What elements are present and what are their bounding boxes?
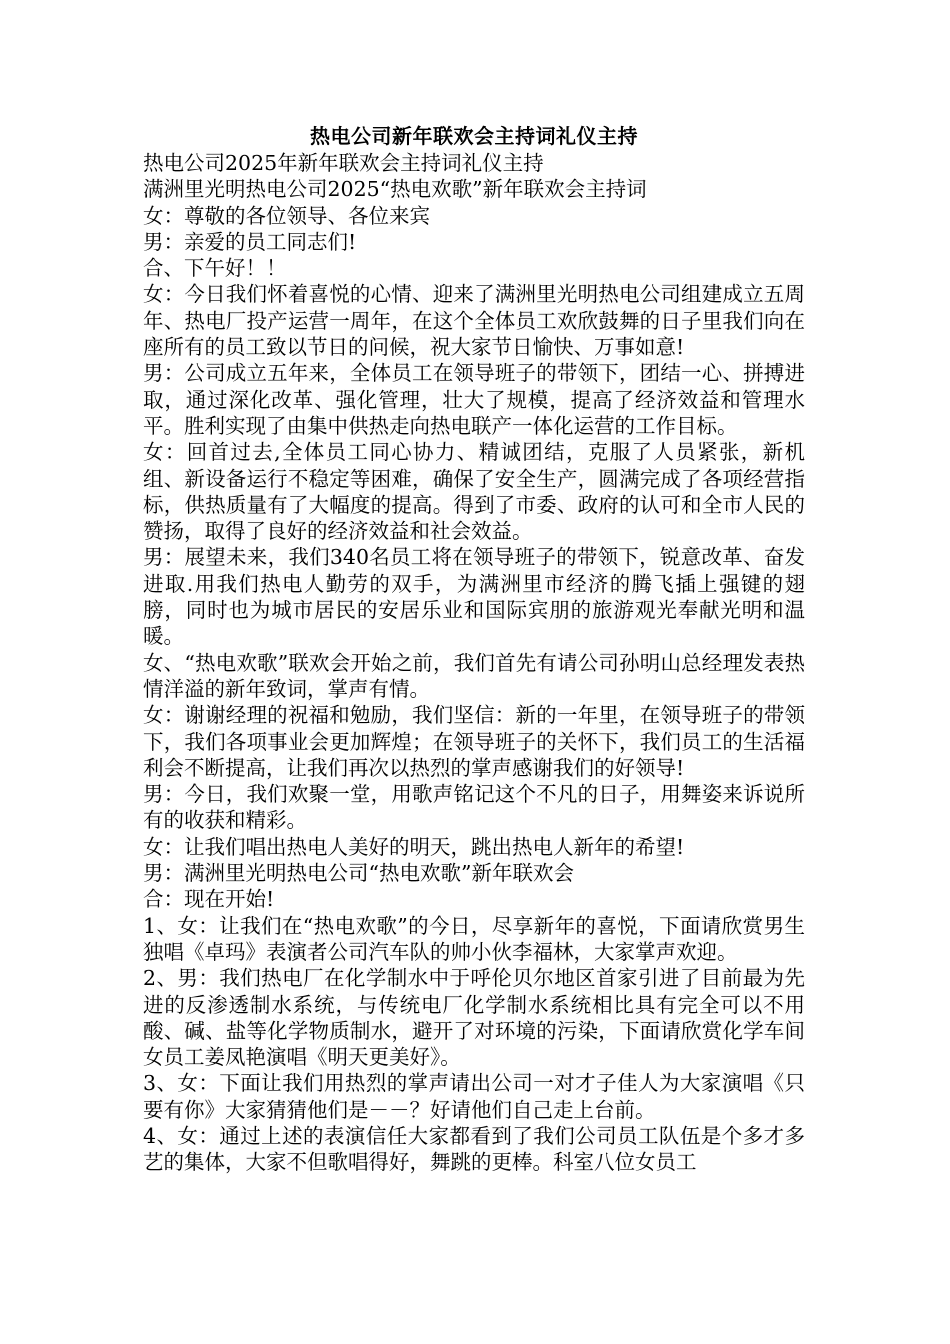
paragraph: 合：现在开始! bbox=[143, 887, 275, 912]
paragraph: 女：今日我们怀着喜悦的心情、迎来了满洲里光明热电公司组建成立五周年、热电厂投产运营一周年，在这个全体员工欢欣鼓舞的日子里我们向在座所有的员工致以节日的问候，祝大家节日愉快、万事如意! bbox=[143, 282, 805, 360]
paragraph: 合、下午好！！ bbox=[143, 256, 287, 281]
paragraph: 1、女：让我们在“热电欢歌”的今日，尽享新年的喜悦，下面请欣赏男生独唱《卓玛》表演者公司汽车队的帅小伙李福林，大家掌声欢迎。 bbox=[143, 913, 805, 964]
paragraph: 热电公司2025年新年联欢会主持词礼仪主持 bbox=[143, 151, 544, 175]
paragraph: 男：亲爱的员工同志们! bbox=[143, 229, 357, 254]
paragraph: 2、男：我们热电厂在化学制水中于呼伦贝尔地区首家引进了目前最为先进的反渗透制水系统，与传统电厂化学制水系统相比具有完全可以不用酸、碱、盐等化学物质制水，避开了对环境的污染，下面请欣赏化学车间女员工姜凤艳演唱《明天更美好》。 bbox=[143, 966, 805, 1070]
paragraph: 女：谢谢经理的祝福和勉励，我们坚信：新的一年里，在领导班子的带领下，我们各项事业会更加辉煌；在领导班子的关怀下，我们员工的生活福利会不断提高，让我们再次以热烈的掌声感谢我们的好领导! bbox=[143, 703, 805, 780]
paragraph: 女：尊敬的各位领导、各位来宾 bbox=[143, 203, 430, 228]
paragraph: 男：今日，我们欢聚一堂，用歌声铭记这个不凡的日子，用舞姿来诉说所有的收获和精彩。 bbox=[143, 782, 805, 833]
document-page bbox=[143, 122, 805, 1176]
document-title: 热电公司新年联欢会主持词礼仪主持 bbox=[310, 124, 638, 148]
document-body bbox=[143, 150, 805, 1176]
paragraph: 3、女：下面让我们用热烈的掌声请出公司一对才子佳人为大家演唱《只要有你》大家猜猜他们是－－？好请他们自己走上台前。 bbox=[143, 1071, 805, 1122]
paragraph: 男：展望未来，我们340名员工将在领导班子的带领下，锐意改革、奋发进取.用我们热电人勤劳的双手，为满洲里市经济的腾飞插上强键的翅膀，同时也为城市居民的安居乐业和国际宾朋的旅游观光奉献光明和温暖。 bbox=[143, 545, 805, 649]
paragraph: 满洲里光明热电公司2025“热电欢歌”新年联欢会主持词 bbox=[143, 177, 647, 202]
paragraph: 4、女：通过上述的表演信任大家都看到了我们公司员工队伍是个多才多艺的集体，大家不但歌唱得好，舞跳的更棒。科室八位女员工 bbox=[143, 1123, 805, 1175]
paragraph: 女：让我们唱出热电人美好的明天，跳出热电人新年的希望! bbox=[143, 834, 685, 859]
paragraph: 男：公司成立五年来，全体员工在领导班子的带领下，团结一心、拼搏进取，通过深化改革、强化管理，壮大了规模，提高了经济效益和管理水平。胜利实现了由集中供热走向热电联产一体化运营的工作目标。 bbox=[143, 361, 805, 438]
paragraph: 女、“热电欢歌”联欢会开始之前，我们首先有请公司孙明山总经理发表热情洋溢的新年致词，掌声有情。 bbox=[143, 650, 805, 701]
paragraph: 女：回首过去,全体员工同心协力、精诚团结，克服了人员紧张，新机组、新设备运行不稳定等困难，确保了安全生产，圆满完成了各项经营指标，供热质量有了大幅度的提高。得到了市委、政府的认可和全市人民的赞扬，取得了良好的经济效益和社会效益。 bbox=[143, 440, 805, 544]
paragraph: 男：满洲里光明热电公司“热电欢歌”新年联欢会 bbox=[143, 861, 574, 886]
